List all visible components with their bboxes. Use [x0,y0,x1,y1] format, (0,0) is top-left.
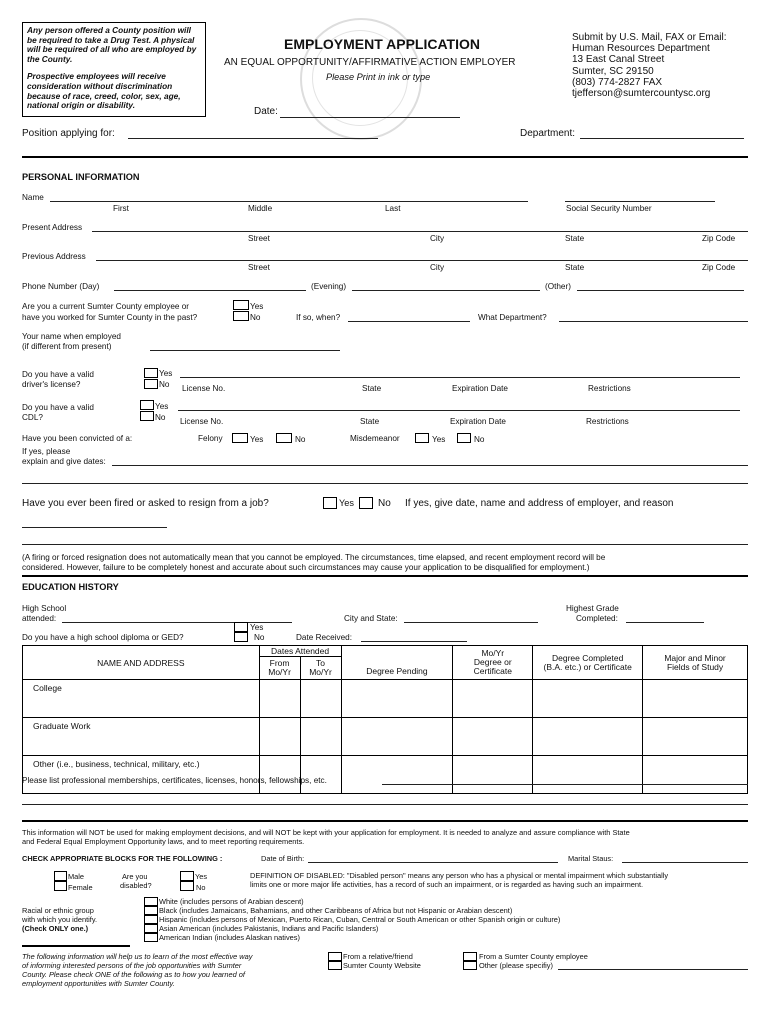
divider [22,156,748,158]
racial-label-3: (Check ONLY one.) [22,924,89,933]
fired-question: Have you ever been fired or asked to resign from a job? [22,498,269,509]
name-label: Name [22,193,44,202]
submit-line-2: Human Resources Department [572,43,710,55]
no-label: No [155,413,166,422]
department-label: Department: [520,128,576,139]
prior-name-field[interactable] [150,350,340,351]
submit-block [572,32,727,99]
race-hispanic-label: Hispanic (includes persons of Mexican, Puerto Rican, Cuban, Central or South American or other Spanish origin or culture) [159,915,561,924]
highest-grade-field[interactable] [626,622,704,623]
middle-caption: Middle [248,204,273,213]
yes-label: Yes [250,435,264,444]
license-no-caption: License No. [180,417,224,426]
diploma-yes-checkbox[interactable] [234,622,248,632]
ssn-field[interactable] [565,201,715,202]
marital-label: Marital Staus: [568,854,614,863]
cell[interactable] [533,718,643,756]
submit-line-4: Sumter, SC 29150 [572,65,654,77]
phone-day-field[interactable] [114,290,306,291]
dl-q2: driver's license? [22,380,81,389]
if-so-when-label: If so, when? [296,313,341,322]
when-field[interactable] [348,321,470,322]
source-other-label: Other (please specifiy) [479,961,553,970]
phone-evening-field[interactable] [352,290,540,291]
eeo-notice-2: and Federal Equal Employment Opportunity laws, and to meet reporting requirements. [22,837,305,846]
misdemeanor-no-checkbox[interactable] [457,433,471,443]
drug-test-notice: Any person offered a County position will be required to take a Drug Test. A physical will be required of all who are employed by the County. [27,25,197,64]
racial-label-2: with which you identify. [22,915,98,924]
personal-heading: PERSONAL INFORMATION [22,172,140,182]
divider [22,945,130,947]
city-state-field[interactable] [404,622,538,623]
learn-text-3: County. Please check ONE of the following as to how you learned of [22,970,245,979]
female-checkbox[interactable] [54,881,67,891]
department-field[interactable] [580,138,744,139]
position-field[interactable] [128,138,378,139]
cdl-q2: CDL? [22,413,43,422]
date-field[interactable] [280,117,460,118]
yes-label: Yes [339,498,354,508]
submit-line-5: (803) 774-2827 FAX [572,76,663,88]
race-american-indian-label: American Indian (includes Alaskan natives) [159,933,300,942]
col-to-moyr: Mo/Yr [309,667,332,677]
explain-field-2[interactable] [22,483,748,484]
yes-label: Yes [159,369,173,378]
source-employee-label: From a Sumter County employee [479,952,588,961]
cdl-q1: Do you have a valid [22,403,94,412]
dl-field[interactable] [180,377,740,378]
current-employee-yes-checkbox[interactable] [233,300,249,310]
yes-label: Yes [155,402,169,411]
source-website-checkbox[interactable] [328,961,342,970]
felony-yes-checkbox[interactable] [232,433,248,443]
yes-label: Yes [250,623,264,632]
state-caption: State [565,234,585,243]
table-row [23,680,748,718]
cell[interactable] [341,680,453,718]
high-school-label-2: attended: [22,614,57,623]
fired-no-checkbox[interactable] [359,497,373,509]
col-degree-pending: Degree Pending [341,646,453,680]
street-caption: Street [248,234,270,243]
print-note: Please Print in ink or type [326,72,431,82]
last-caption: Last [385,204,401,213]
city-caption: City [430,234,445,243]
current-employee-no-checkbox[interactable] [233,311,249,321]
dl-q1: Do you have a valid [22,370,94,379]
expiration-caption: Expiration Date [450,417,506,426]
no-label: No [295,435,306,444]
disabled-yes-checkbox[interactable] [180,871,194,881]
row-college: College [23,680,260,718]
cell[interactable] [453,718,533,756]
high-school-label-1: High School [22,604,67,613]
cdl-no-checkbox[interactable] [140,411,154,421]
submit-line-6: tjefferson@sumtercountysc.org [572,88,711,100]
education-heading: EDUCATION HISTORY [22,582,119,592]
memberships-field-2[interactable] [22,804,748,805]
col-from-label: From [269,658,290,668]
source-relative-checkbox[interactable] [328,952,342,961]
disclaimer-line-2: considered. However, failure to be completely honest and accurate about such circumstances may cause your application to be disqualified for employment.) [22,563,590,572]
date-received-field[interactable] [361,641,467,642]
col-from-moyr: Mo/Yr [268,667,291,677]
submit-line-3: 13 East Canal Street [572,54,665,66]
nondiscrimination-notice: Prospective employees will receive consideration without discrimination because of race, creed, color, sex, age, national origin or disability. [27,71,181,111]
disabled-label-2: disabled? [120,881,152,890]
disabled-definition-1: DEFINITION OF DISABLED: "Disabled person" means any person who has a physical or mental impairment which substantially [250,871,669,880]
race-white-label: White (includes persons of Arabian descent) [159,897,304,906]
position-label: Position applying for: [22,128,115,139]
diploma-question: Do you have a high school diploma or GED? [22,633,184,642]
cell[interactable] [259,718,300,756]
table-row [23,756,748,794]
current-employee-q2: have you worked for Sumter County in the past? [22,313,198,322]
cell[interactable] [300,718,341,756]
current-employee-q1: Are you a current Sumter County employee or [22,302,190,311]
fired-detail-label: If yes, give date, name and address of employer, and reason [405,498,674,509]
city-state-label: City and State: [344,614,398,623]
yes-label: Yes [195,872,208,881]
education-table [22,645,748,794]
male-checkbox[interactable] [54,871,67,881]
cell[interactable] [643,680,748,718]
explain-label-1: If yes, please [22,447,71,456]
col-completed-line1: Degree Completed [552,652,624,663]
date-received-label: Date Received: [296,633,352,642]
name-field[interactable] [50,201,528,202]
race-black-label: Black (includes Jamaicans, Bahamians, and other Caribbeans of Africa but not Hispanic or Arabian descent) [159,906,513,915]
cell[interactable] [453,680,533,718]
female-label: Female [68,883,93,892]
col-completed-line2: (B.A. etc.) or Certificate [543,661,632,672]
disabled-label-1: Are you [122,872,148,881]
race-black-checkbox[interactable] [144,906,158,915]
eeo-notice-1: This information will NOT be used for making employment decisions, and will NOT be kept with your application for employment. It is needed to analyze and assure compliance with State [22,828,630,837]
dl-no-checkbox[interactable] [144,379,158,389]
restrictions-caption: Restrictions [586,417,629,426]
cell[interactable] [533,680,643,718]
race-asian-label: Asian American (includes Pakistanis, Indians and Pacific Islanders) [159,924,379,933]
misdemeanor-label: Misdemeanor [350,434,400,443]
what-department-field[interactable] [559,321,748,322]
dob-field[interactable] [308,862,558,863]
divider [22,575,748,577]
learn-text-4: employment opportunities with Sumter County. [22,979,175,988]
source-employee-checkbox[interactable] [463,952,477,961]
cell[interactable] [453,756,533,794]
notice-box [22,22,206,117]
phone-other-label: (Other) [545,282,571,291]
misdemeanor-yes-checkbox[interactable] [415,433,429,443]
cell[interactable] [643,756,748,794]
col-degree-completed [533,646,643,680]
no-label: No [196,883,206,892]
highest-grade-label-1: Highest Grade [566,604,619,613]
memberships-label: Please list professional memberships, certificates, licenses, honors, fellowships, etc. [22,776,327,785]
street-caption: Street [248,263,270,272]
cell[interactable] [259,680,300,718]
cdl-field[interactable] [178,410,740,411]
check-blocks-label: CHECK APPROPRIATE BLOCKS FOR THE FOLLOWING : [22,854,223,863]
felony-label: Felony [198,434,223,443]
race-white-checkbox[interactable] [144,897,158,906]
felony-no-checkbox[interactable] [276,433,292,443]
previous-address-field[interactable] [96,260,748,261]
state-caption: State [362,384,382,393]
source-other-checkbox[interactable] [463,961,477,970]
disclaimer-line-1: (A firing or forced resignation does not automatically mean that you cannot be employed. The circumstances, time elapsed, and recent employment record will be [22,553,606,562]
col-name-address: NAME AND ADDRESS [23,646,260,680]
col-major-line2: Fields of Study [666,661,724,672]
explain-label-2: explain and give dates: [22,457,106,466]
disabled-no-checkbox[interactable] [180,881,194,891]
source-relative-label: From a relative/friend [343,952,413,961]
fired-yes-checkbox[interactable] [323,497,337,509]
no-label: No [250,313,261,322]
phone-evening-label: (Evening) [311,282,347,291]
col-degree-cert-line2: Degree or [473,657,512,667]
license-no-caption: License No. [182,384,226,393]
present-address-field[interactable] [92,231,748,232]
ssn-caption: Social Security Number [566,204,652,213]
no-label: No [159,380,170,389]
fired-detail-field-2[interactable] [22,544,748,545]
cdl-yes-checkbox[interactable] [140,400,154,410]
col-major-line1: Major and Minor [664,652,726,663]
col-degree-cert-line1: Mo/Yr [481,648,505,658]
yes-label: Yes [432,435,446,444]
cell[interactable] [533,756,643,794]
male-label: Male [68,872,85,881]
no-label: No [378,498,391,509]
restrictions-caption: Restrictions [588,384,631,393]
col-to [300,657,341,680]
race-hispanic-checkbox[interactable] [144,915,158,924]
cell[interactable] [341,756,453,794]
no-label: No [254,633,265,642]
fired-detail-field[interactable] [22,527,167,528]
divider [22,820,748,822]
previous-address-label: Previous Address [22,252,86,261]
source-other-field[interactable] [558,969,748,970]
dob-label: Date of Birth: [261,854,305,863]
state-caption: State [565,263,585,272]
table-row [23,718,748,756]
row-other: Other (i.e., business, technical, military, etc.) [23,756,260,794]
col-from [259,657,300,680]
highest-grade-label-2: Completed: [576,614,618,623]
col-degree-certificate [453,646,533,680]
cell[interactable] [643,718,748,756]
diploma-no-checkbox[interactable] [234,632,248,642]
learn-text-1: The following information will help us to learn of the most effective way [22,952,253,961]
no-label: No [474,435,485,444]
row-graduate: Graduate Work [23,718,260,756]
zip-caption: Zip Code [702,234,736,243]
cell[interactable] [259,756,300,794]
city-caption: City [430,263,445,272]
source-website-label: Sumter County Website [343,961,421,970]
col-dates-attended: Dates Attended [259,646,341,657]
dl-yes-checkbox[interactable] [144,368,158,378]
col-degree-cert-line3: Certificate [473,666,512,676]
disabled-definition-2: limits one or more major life activities, has a record of such an impairment, or is regarded as having such an impairment. [250,880,644,889]
yes-label: Yes [250,302,264,311]
col-major-minor [643,646,748,680]
prior-name-q1: Your name when employed [22,332,121,341]
phone-other-field[interactable] [577,290,744,291]
explain-field[interactable] [112,465,748,466]
convicted-label: Have you been convicted of a: [22,434,133,443]
cell[interactable] [300,680,341,718]
date-label: Date: [254,106,278,117]
form-title: EMPLOYMENT APPLICATION [284,36,480,52]
first-caption: First [113,204,129,213]
race-asian-checkbox[interactable] [144,924,158,933]
submit-line-1: Submit by U.S. Mail, FAX or Email: [572,32,727,43]
prior-name-q2: (if different from present) [22,342,112,351]
marital-field[interactable] [622,862,748,863]
what-department-label: What Department? [478,313,547,322]
racial-label-1: Racial or ethnic group [22,906,94,915]
col-to-label: To [316,658,326,668]
present-address-label: Present Address [22,223,83,232]
memberships-field[interactable] [382,784,748,785]
learn-text-2: of informing interested persons of the job opportunities with Sumter [22,961,242,970]
zip-caption: Zip Code [702,263,736,272]
cell[interactable] [300,756,341,794]
state-caption: State [360,417,380,426]
eeo-subtitle: AN EQUAL OPPORTUNITY/AFFIRMATIVE ACTION EMPLOYER [224,57,516,68]
race-american-indian-checkbox[interactable] [144,933,158,942]
phone-day-label: Phone Number (Day) [22,282,100,291]
cell[interactable] [341,718,453,756]
expiration-caption: Expiration Date [452,384,508,393]
